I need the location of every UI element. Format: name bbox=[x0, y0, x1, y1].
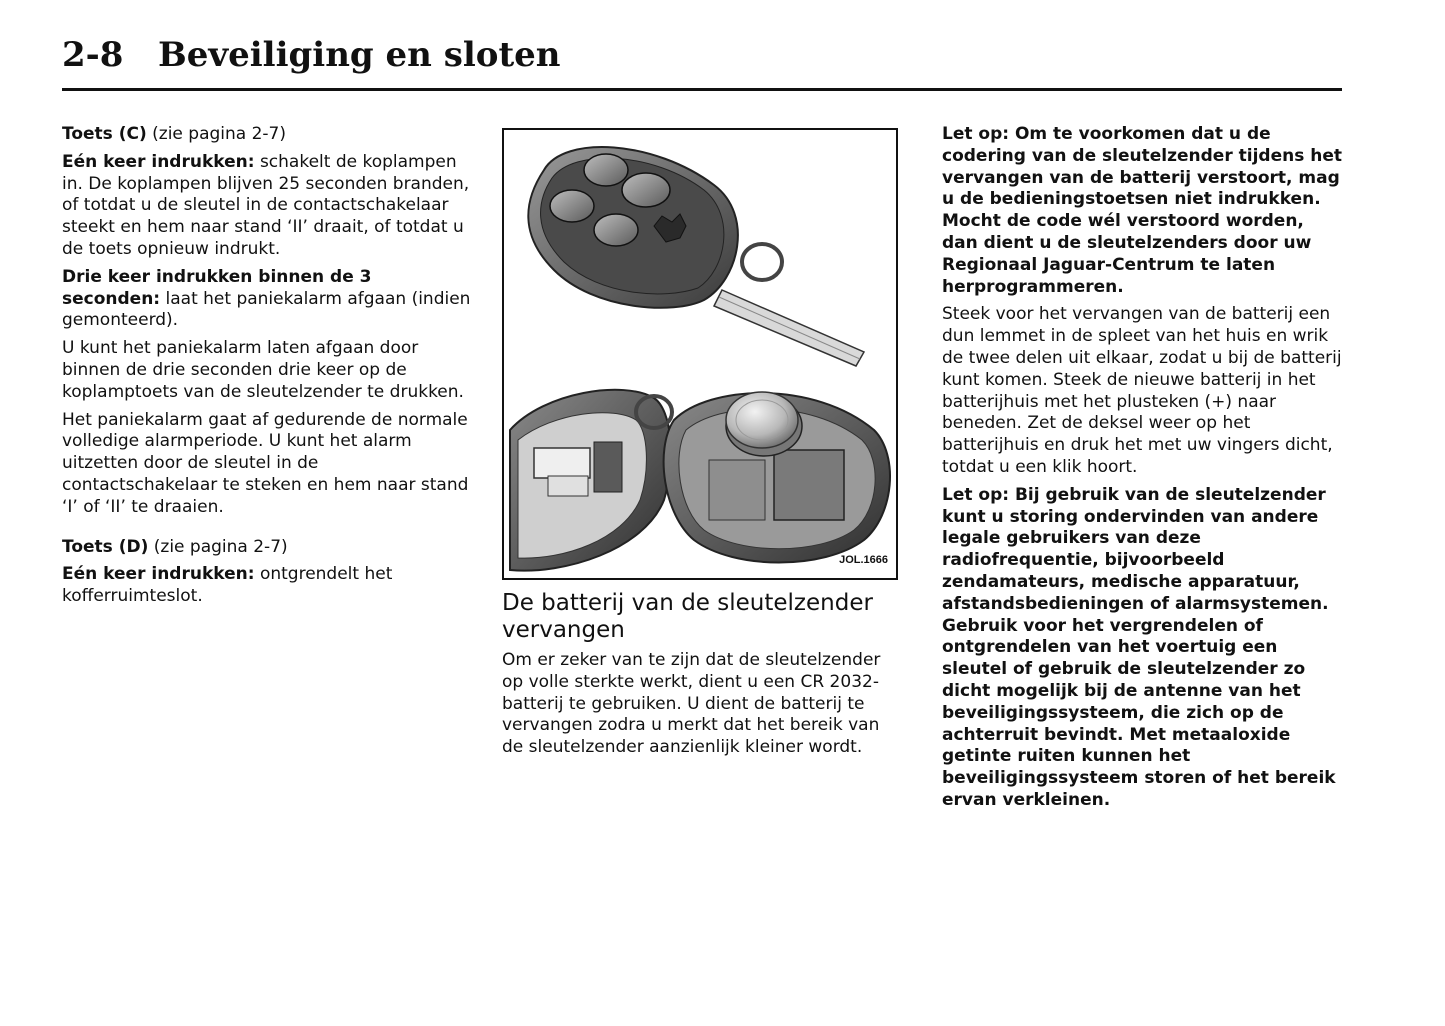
figure-code: JOL.1666 bbox=[839, 554, 888, 567]
key-ring bbox=[742, 244, 782, 280]
middle-column bbox=[502, 124, 902, 765]
panic-alarm-paragraph: U kunt het paniekalarm laten afgaan door binnen de drie seconden drie keer op de koplamptoets van de sleutelzender te drukken. bbox=[62, 338, 464, 402]
interference-warning: Let op: Bij gebruik van de sleutelzender kunt u storing ondervinden van andere legale gebruikers van deze radiofrequentie, bijvoorbeeld zendamateurs, medische apparatuur, afstandsbedieningen of alarmsystemen. Gebruik voor het vergrendelen of ontgrendelen van het voertuig een sleutel of gebruik de sleutelzender zo dicht mogelijk bij de antenne van het beveiligingssysteem, die zich op de achterruit bevindt. Met metaaloxide getinte ruiten kunnen het beveiligingssysteem storen of het bereik ervan verkleinen. bbox=[942, 484, 1336, 810]
page-number: 2-8 bbox=[62, 35, 124, 75]
battery-section-body: Om er zeker van te zijn dat de sleutelzender op volle sterkte werkt, dient u een CR 2032-batterij te gebruiken. U dient de batterij te vervangen zodra u merkt dat het bereik van de sleutelzender aanzienlijk kleiner wordt. bbox=[502, 650, 881, 758]
key-d-heading: Toets (D) (zie pagina 2-7) bbox=[62, 536, 288, 557]
alarm-period-paragraph: Het paniekalarm gaat af gedurende de normale volledige alarmperiode. U kunt het alarm uitzetten door de sleutel in de contactschakelaar te steken en hem naar stand ‘I’ of ‘II’ te draaien. bbox=[62, 409, 469, 517]
battery-replacement-instructions: Steek voor het vervangen van de batterij een dun lemmet in de spleet van het huis en wrik de twee delen uit elkaar, zodat u bij de batterij kunt komen. Steek de nieuwe batterij in het batterijhuis met het plusteken (+) naar beneden. Zet de deksel weer op het batterijhuis en druk het met uw vingers dicht, totdat u een klik hoort. bbox=[942, 304, 1342, 477]
key-blade bbox=[714, 290, 864, 366]
open-case-left-half bbox=[510, 390, 671, 571]
right-column bbox=[942, 124, 1344, 818]
key-c-three-paragraph: Drie keer indrukken binnen de 3 seconden: laat het paniekalarm afgaan (indien gemonteerd). bbox=[62, 266, 471, 331]
page-header bbox=[62, 32, 1342, 78]
key-c-once-paragraph: Eén keer indrukken: schakelt de koplampen in. De koplampen blijven 25 seconden branden, of totdat u de sleutel in de contactschakelaar steekt en hem naar stand ‘II’ draait, of totdat u de toets opnieuw indrukt. bbox=[62, 151, 470, 259]
page-title bbox=[62, 32, 1342, 78]
closed-key-fob bbox=[528, 147, 738, 308]
key-c-heading: Toets (C) (zie pagina 2-7) bbox=[62, 124, 286, 144]
left-column bbox=[62, 124, 472, 614]
header-rule bbox=[62, 88, 1342, 91]
battery-section-heading: De batterij van de sleutelzender vervangen bbox=[502, 590, 873, 643]
section-title: Beveiliging en sloten bbox=[158, 35, 561, 75]
coding-warning: Let op: Om te voorkomen dat u de codering van de sleutelzender tijdens het vervangen van de batterij verstoort, mag u de bedieningstoetsen niet indrukken. Mocht de code wél verstoord worden, dan dient u de sleutelzenders door uw Regionaal Jaguar-Centrum te laten herprogrammeren. bbox=[942, 124, 1343, 297]
key-fob-illustration bbox=[504, 130, 898, 580]
key-d-once-paragraph: Eén keer indrukken: ontgrendelt het kofferruimteslot. bbox=[62, 564, 393, 607]
key-fob-figure bbox=[502, 128, 898, 580]
